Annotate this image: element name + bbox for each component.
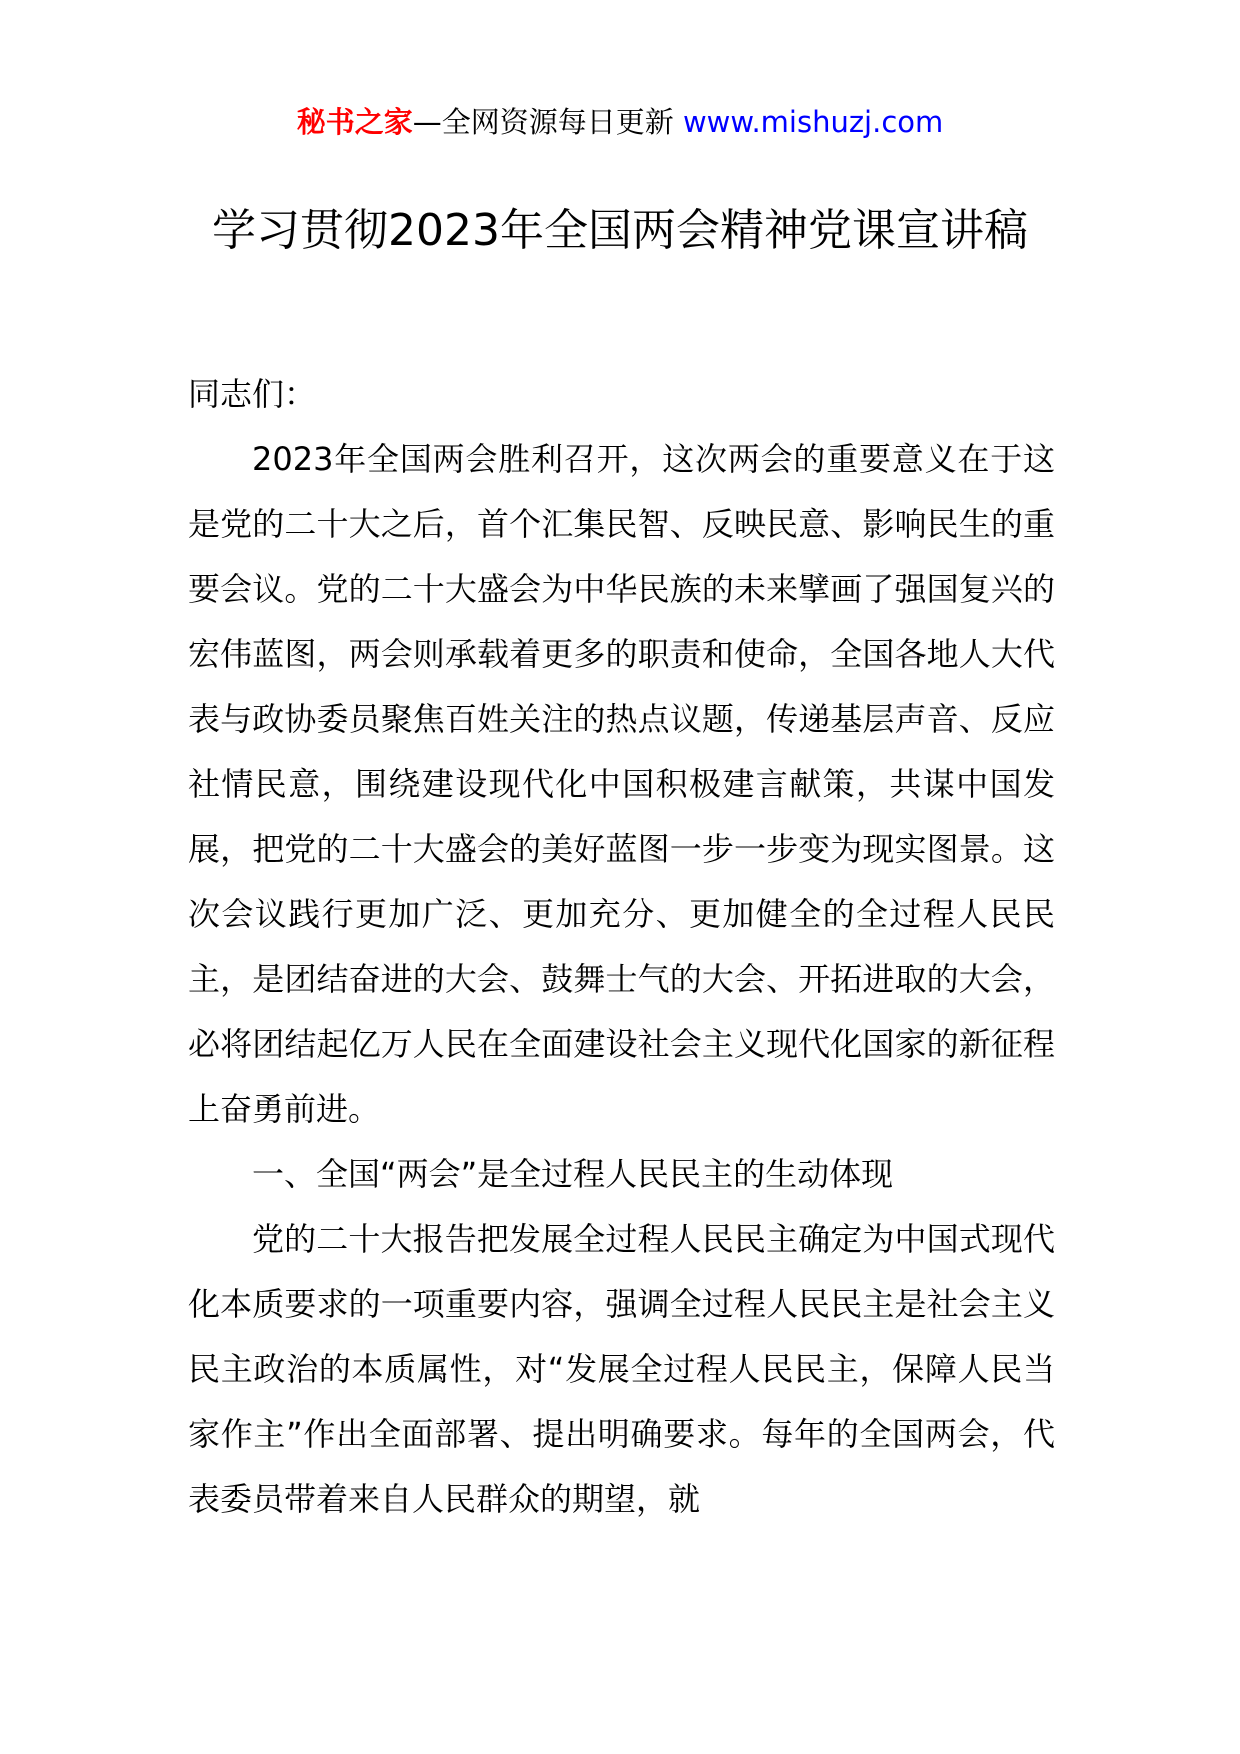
site-url-link[interactable]: www.mishuzj.com (682, 105, 944, 139)
section-heading: 一、全国“两会”是全过程人民民主的生动体现 (252, 1155, 894, 1193)
site-header (0, 100, 1240, 144)
brand-name: 秘书之家 (296, 105, 413, 139)
paragraph: 党的二十大报告把发展全过程人民民主确定为中国式现代化本质要求的一项重要内容，强调全过程人民民主是社会主义民主政治的本质属性，对“发展全过程人民民主，保障人民当家作主”作出全面部署、提出明确要求。每年的全国两会，代表委员带着来自人民群众的期望，就 (188, 1220, 1055, 1518)
header-tagline: —全网资源每日更新 (412, 105, 674, 139)
document-title: 学习贯彻2023年全国两会精神党课宣讲稿 (212, 205, 1028, 256)
salutation: 同志们： (188, 375, 317, 413)
paragraph: 2023年全国两会胜利召开，这次两会的重要意义在于这是党的二十大之后，首个汇集民智、反映民意、影响民生的重要会议。党的二十大盛会为中华民族的未来擘画了强国复兴的宏伟蓝图，两会则承载着更多的职责和使命，全国各地人大代表与政协委员聚焦百姓关注的热点议题，传递基层声音、反应社情民意，围绕建设现代化中国积极建言献策，共谋中国发展，把党的二十大盛会的美好蓝图一步一步变为现实图景。这次会议践行更加广泛、更加充分、更加健全的全过程人民民主，是团结奋进的大会、鼓舞士气的大会、开拓进取的大会，必将团结起亿万人民在全面建设社会主义现代化国家的新征程上奋勇前进。 (188, 440, 1055, 1128)
document-body (188, 362, 1055, 1532)
